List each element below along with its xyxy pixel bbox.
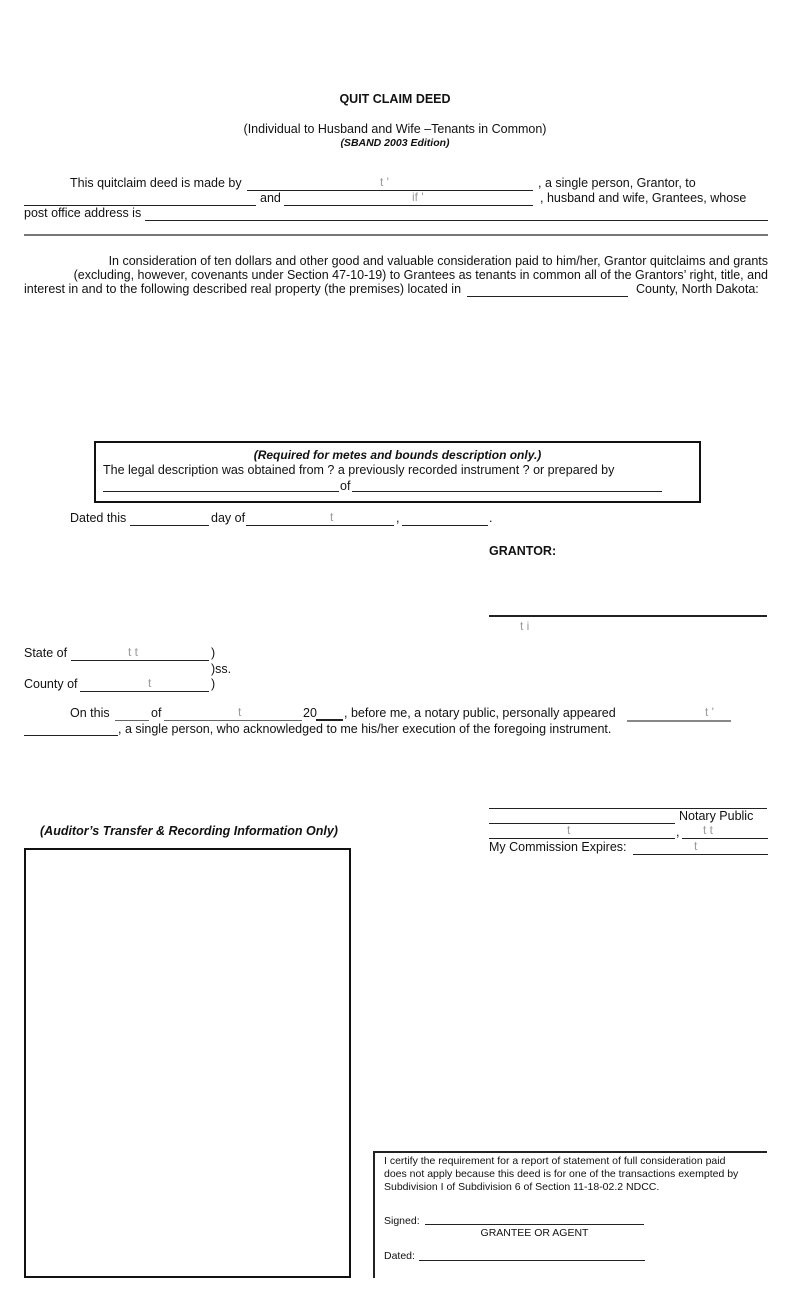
grantees-description: , husband and wife, Grantees, whose bbox=[540, 191, 747, 205]
signed-label: Signed: bbox=[384, 1215, 420, 1227]
certify-dated-label: Dated: bbox=[384, 1250, 415, 1262]
grantee-name-hint: if ' bbox=[412, 190, 424, 204]
grantor-name-field[interactable] bbox=[247, 190, 533, 191]
edition-note: (SBAND 2003 Edition) bbox=[340, 137, 450, 149]
county-north-dakota: County, North Dakota: bbox=[636, 282, 759, 296]
dated-year-field[interactable] bbox=[402, 525, 488, 526]
county-of-label: County of bbox=[24, 677, 78, 691]
consideration-line-3: interest in and to the following described real property (the premises) located in bbox=[24, 282, 462, 296]
ack-year-field[interactable] bbox=[316, 719, 343, 721]
venue-state-field[interactable] bbox=[71, 660, 209, 661]
ack-of-label: of bbox=[151, 706, 162, 720]
notary-public-label: Notary Public bbox=[679, 809, 754, 823]
commission-expires-field[interactable] bbox=[633, 854, 768, 855]
dated-period: . bbox=[489, 511, 493, 525]
ack-month-hint: t bbox=[238, 705, 242, 719]
notary-comma: , bbox=[676, 825, 680, 839]
prepared-of-field[interactable] bbox=[352, 491, 662, 492]
certify-text-2: does not apply because this deed is for one of the transactions exempted by bbox=[384, 1168, 739, 1180]
venue-paren-1: ) bbox=[211, 646, 216, 660]
ack-year-prefix: 20 bbox=[303, 706, 317, 720]
grantor-signature-line[interactable] bbox=[489, 615, 767, 617]
dated-month-hint: t bbox=[330, 510, 334, 524]
consideration-line-1: In consideration of ten dollars and other good and valuable consideration paid to him/her, Grantor quitclaims and grants bbox=[108, 254, 768, 268]
of-label: of bbox=[340, 479, 351, 493]
ack-name-field[interactable] bbox=[627, 720, 731, 722]
grantee-two-field[interactable] bbox=[284, 205, 533, 206]
venue-county-field[interactable] bbox=[80, 691, 209, 692]
auditor-recording-box[interactable] bbox=[24, 848, 351, 1278]
ack-name-continuation-field[interactable] bbox=[24, 735, 118, 736]
notary-state-hint: t t bbox=[703, 823, 714, 837]
dated-comma: , bbox=[396, 511, 400, 525]
document-subtitle: (Individual to Husband and Wife –Tenants in Common) bbox=[243, 122, 547, 136]
ack-line-2: , a single person, who acknowledged to me his/her execution of the foregoing instrument. bbox=[118, 722, 612, 736]
commission-expires-hint: t bbox=[694, 839, 698, 853]
post-office-label: post office address is bbox=[24, 206, 142, 220]
county-field[interactable] bbox=[467, 296, 628, 297]
certify-box-left-border bbox=[373, 1151, 375, 1278]
and-label: and bbox=[260, 191, 281, 205]
dated-this-label: Dated this bbox=[70, 511, 127, 525]
grantor-signature-hint: t i bbox=[520, 619, 530, 633]
metes-bounds-box bbox=[94, 441, 701, 503]
address-continuation-line[interactable] bbox=[24, 234, 768, 236]
grantee-or-agent-label: GRANTEE OR AGENT bbox=[480, 1227, 589, 1239]
grantor-name-hint: t ' bbox=[380, 175, 389, 189]
dated-day-field[interactable] bbox=[130, 525, 209, 526]
commission-expires-label: My Commission Expires: bbox=[489, 840, 627, 854]
on-this-label: On this bbox=[70, 706, 110, 720]
certify-text-3: Subdivision I of Subdivision 6 of Section 11-18-02.2 NDCC. bbox=[384, 1181, 660, 1193]
auditor-heading: (Auditor’s Transfer & Recording Information Only) bbox=[40, 824, 338, 838]
grantor-description: , a single person, Grantor, to bbox=[538, 176, 696, 190]
notary-name-line[interactable] bbox=[489, 823, 675, 824]
certify-box-top-border bbox=[373, 1151, 767, 1153]
ack-month-field[interactable] bbox=[164, 720, 302, 721]
ack-name-hint: t ' bbox=[705, 705, 714, 719]
consideration-line-2: (excluding, however, covenants under Section 47-10-19) to Grantees as tenants in common all of the Grantors’ right, title, and bbox=[73, 268, 768, 282]
notary-county-hint: t bbox=[567, 823, 571, 837]
prepared-by-field[interactable] bbox=[103, 491, 339, 492]
certify-signed-field[interactable] bbox=[425, 1224, 644, 1225]
grantor-label: GRANTOR: bbox=[489, 544, 557, 558]
ack-appeared-text: , before me, a notary public, personally appeared bbox=[344, 706, 616, 720]
venue-ss: )ss. bbox=[211, 662, 232, 676]
venue-county-hint: t bbox=[148, 676, 152, 690]
metes-bounds-text: The legal description was obtained from ? a previously recorded instrument ? or prepared by bbox=[103, 463, 615, 477]
venue-state-hint: t t bbox=[128, 645, 139, 659]
metes-bounds-heading: (Required for metes and bounds description only.) bbox=[253, 448, 542, 462]
certify-dated-field[interactable] bbox=[419, 1260, 645, 1261]
venue-paren-2: ) bbox=[211, 677, 216, 691]
dated-month-field[interactable] bbox=[246, 525, 394, 526]
notary-county-field[interactable] bbox=[489, 838, 675, 839]
day-of-label: day of bbox=[211, 511, 246, 525]
certify-text-1: I certify the requirement for a report of statement of full consideration paid bbox=[384, 1155, 726, 1167]
document-title: QUIT CLAIM DEED bbox=[339, 92, 451, 106]
post-office-field[interactable] bbox=[145, 220, 768, 221]
made-by-label: This quitclaim deed is made by bbox=[70, 176, 242, 190]
state-of-label: State of bbox=[24, 646, 68, 660]
ack-day-field[interactable] bbox=[115, 720, 149, 721]
